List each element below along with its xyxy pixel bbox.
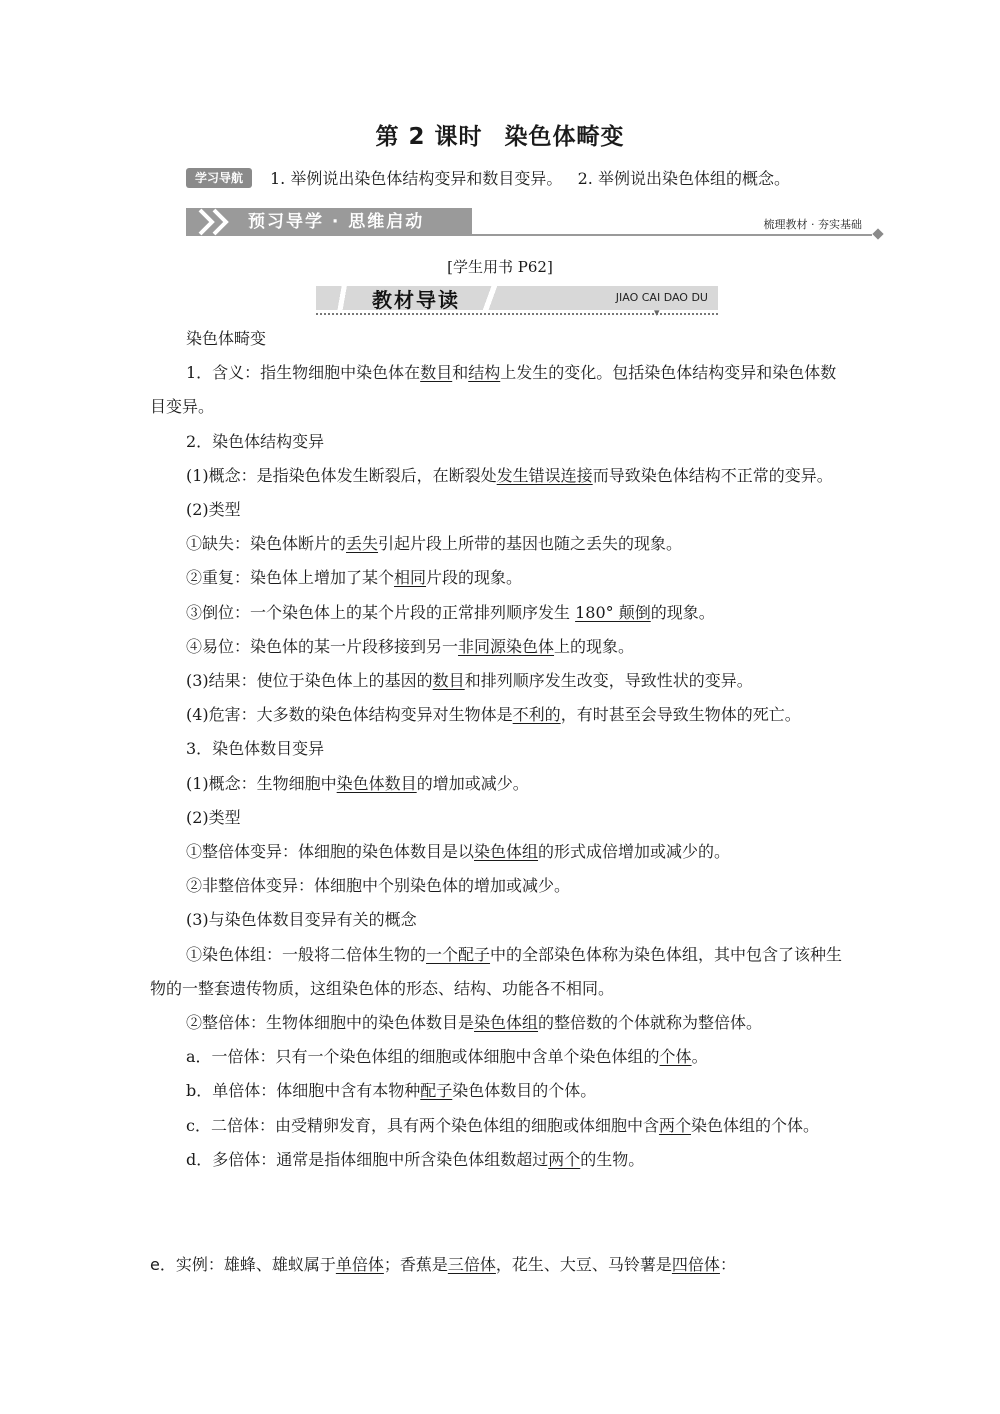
blank-answer: 一个配子 (426, 944, 491, 964)
list-item: a．一倍体：只有一个染色体组的细胞或体细胞中含单个染色体组的个体。 (186, 1047, 708, 1067)
paragraph-definition: 1．含义：指生物细胞中染色体在数目和结构上发生的变化。包括染色体结构变异和染色体数目变异。 (150, 363, 837, 417)
blank-answer: 染色体数目 (336, 773, 417, 793)
blank-answer: 丢失 (346, 534, 379, 554)
learning-objectives: 1. 举例说出染色体结构变异和数目变异。 2. 举例说出染色体组的概念。 (270, 169, 790, 188)
paragraph: (4)危害：大多数的染色体结构变异对生物体是不利的，有时甚至会导致生物体的死亡。 (186, 705, 801, 725)
list-item: b．单倍体：体细胞中含有本物种配子染色体数目的个体。 (186, 1081, 597, 1101)
section-header (316, 282, 718, 319)
examples-line: e．实例：雄蜂、雄蚁属于单倍体；香蕉是三倍体，花生、大豆、马铃薯是四倍体： (150, 1255, 736, 1274)
banner-title: 预习导学 · 思维启动 (248, 212, 425, 232)
main-content (150, 322, 850, 1177)
page-reference: [学生用书 P62] (447, 258, 553, 276)
subheading: 2．染色体结构变异 (186, 431, 325, 451)
list-item: ①染色体组：一般将二倍体生物的一个配子中的全部染色体称为染色体组，其中包含了该种生物的一整套遗传物质，这组染色体的形态、结构、功能各不相同。 (150, 944, 843, 998)
blank-answer: 染色体组 (474, 1013, 539, 1033)
paragraph: (1)概念：生物细胞中染色体数目的增加或减少。 (186, 773, 529, 793)
list-item: ②重复：染色体上增加了某个相同片段的现象。 (186, 568, 523, 588)
learning-navigation-badge: 学习导航 (186, 168, 252, 188)
list-item: ②非整倍体变异：体细胞中个别染色体的增加或减少。 (186, 876, 571, 896)
blank-answer: 三倍体 (447, 1255, 496, 1274)
section-header-english: JIAO CAI DAO DU (615, 291, 708, 304)
section-header-title: 教材导读 (372, 288, 460, 312)
subheading: (3)与染色体数目变异有关的概念 (186, 910, 417, 930)
lesson-topic: 染色体畸变 (504, 124, 625, 150)
banner-subtitle: 梳理教材 · 夯实基础 (763, 218, 862, 231)
blank-answer: 两个 (658, 1115, 691, 1135)
blank-answer: 数目 (432, 671, 465, 691)
list-item: ③倒位：一个染色体上的某个片段的正常排列顺序发生 180° 颠倒的现象。 (186, 602, 715, 622)
section-banner (186, 204, 886, 238)
blank-answer: 四倍体 (671, 1255, 720, 1274)
list-item: ④易位：染色体的某一片段移接到另一非同源染色体上的现象。 (186, 636, 635, 656)
subheading: (2)类型 (186, 500, 241, 520)
diamond-icon (872, 228, 883, 239)
banner-rule (472, 234, 872, 236)
subheading: 3．染色体数目变异 (186, 739, 325, 759)
list-item: ①整倍体变异：体细胞的染色体数目是以染色体组的形式成倍增加或减少的。 (186, 842, 731, 862)
blank-answer: 数目 (420, 363, 453, 383)
double-chevron-icon (196, 208, 240, 236)
blank-answer: 180° 颠倒 (575, 602, 651, 622)
slash-decoration (480, 286, 500, 310)
paragraph: (3)结果：使位于染色体上的基因的数目和排列顺序发生改变，导致性状的变异。 (186, 671, 753, 691)
blank-answer: 不利的 (512, 705, 561, 725)
lesson-number: 第 2 课时 (375, 124, 483, 150)
topic-heading: 染色体畸变 (186, 329, 267, 348)
blank-answer: 个体 (659, 1047, 692, 1067)
learning-navigation (186, 166, 886, 196)
blank-answer: 发生错误连接 (496, 465, 593, 485)
section-header-stripe (316, 286, 376, 310)
list-item: d．多倍体：通常是指体细胞中所含染色体组数超过两个的生物。 (186, 1149, 645, 1169)
blank-answer: 两个 (548, 1149, 581, 1169)
list-item: ②整倍体：生物体细胞中的染色体数目是染色体组的整倍数的个体就称为整倍体。 (186, 1013, 763, 1033)
list-item: c．二倍体：由受精卵发育，具有两个染色体组的细胞或体细胞中含两个染色体组的个体。 (186, 1115, 819, 1135)
chevron-down-icon: ▾ (654, 306, 660, 319)
blank-answer: 染色体组 (474, 842, 539, 862)
blank-answer: 配子 (420, 1081, 453, 1101)
paragraph: (1)概念：是指染色体发生断裂后，在断裂处发生错误连接而导致染色体结构不正常的变异。 (186, 465, 833, 485)
blank-answer: 结构 (468, 363, 501, 383)
page-title (0, 118, 1000, 151)
blank-answer: 非同源染色体 (458, 636, 555, 656)
blank-answer: 相同 (394, 568, 427, 588)
subheading: (2)类型 (186, 807, 241, 827)
blank-answer: 单倍体 (335, 1255, 384, 1274)
list-item: ①缺失：染色体断片的丢失引起片段上所带的基因也随之丢失的现象。 (186, 534, 683, 554)
